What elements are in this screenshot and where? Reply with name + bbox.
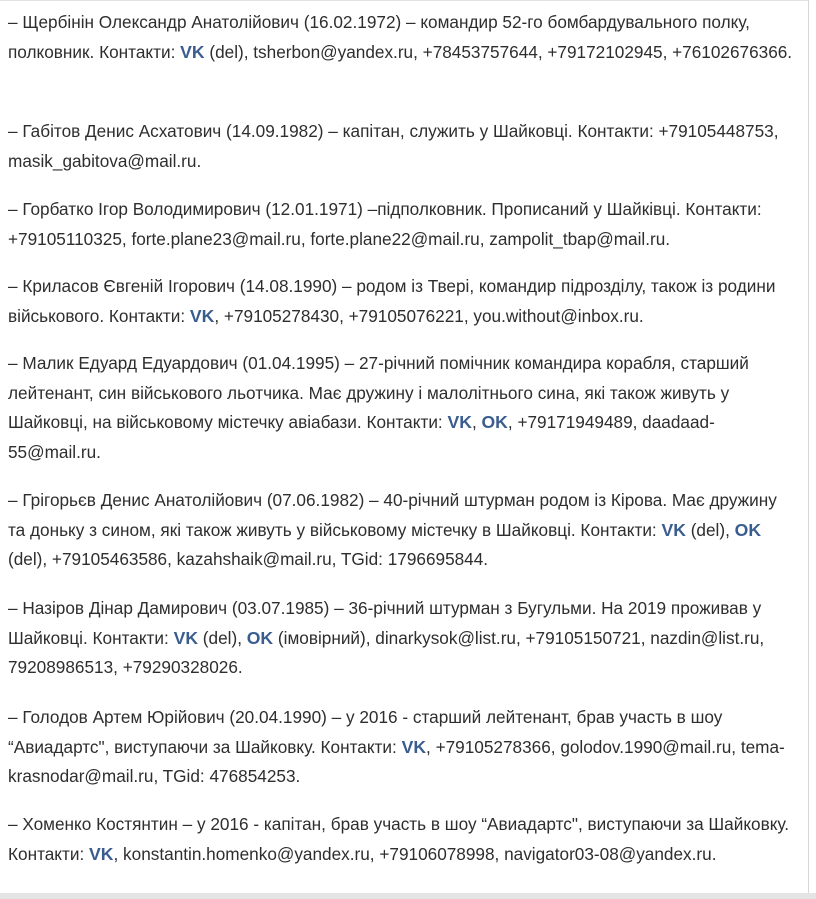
contact-entry [8,594,798,683]
contact-entry [8,117,798,176]
entry-text: – Криласов Євгеній Ігорович (14.08.1990) – родом із Твері, командир підрозділу, також із родини військового. Контакти: [8,276,776,326]
entry-text: – Малик Едуард Едуардович (01.04.1995) – 27-річний помічник командира корабля, старший лейтенант, син військового льотчика. Має дружину і малолітнього сина, які також живуть у Шайковці, на військовому містечку авіабази. Контакти: [8,353,749,432]
entry-text: , +79105278366, golodov.1990@mail.ru, tema-krasnodar@mail.ru, TGid: 476854253. [8,736,785,786]
contact-entry [8,349,798,467]
entry-text: – Щербінін Олександр Анатолійович (16.02.1972) – командир 52-го бомбардувального полку, полковник. Контакти: [8,12,750,62]
horizontal-scrollbar[interactable] [0,893,816,899]
ok-profile-link[interactable]: OK [481,412,508,432]
vk-profile-link[interactable]: VK [447,412,472,432]
vk-profile-link[interactable]: VK [401,736,427,757]
entry-text: (del), +79105463586, kazahshaik@mail.ru, TGid: 1796695844. [8,549,489,569]
entry-text: – Горбатко Ігор Володимирович (12.01.1971) –підполковник. Прописаний у Шайківці. Контакти: +79105110325, forte.plane23@mail.ru, forte.plane22@mail.ru, zampolit_tbap@mail.ru. [8,199,762,249]
ok-profile-link[interactable]: OK [246,627,274,648]
entry-text: , [471,412,482,432]
entry-text: – Хоменко Костянтин – у 2016 - капітан, брав участь в шоу “Авиадартс", виступаючи за Шайковку. Контакти: [8,814,790,864]
entry-text: – Габітов Денис Асхатович (14.09.1982) – капітан, служить у Шайковці. Контакти: +79105448753, masik_gabitova@mail.ru. [8,121,779,171]
entry-text: (del), [198,627,247,648]
vk-profile-link[interactable]: VK [173,627,199,648]
entry-text: , +79171949489, daadaad-55@mail.ru. [8,412,715,462]
entry-text: (імовірний), dinarkysok@list.ru, +79105150721, nazdin@list.ru, 79208986513, +79290328026. [8,627,765,677]
contact-entry [8,195,798,254]
contact-entry [8,486,798,575]
entry-text: – Голодов Артем Юрійович (20.04.1990) – у 2016 - старший лейтенант, брав участь в шоу “Авиадартс", виступаючи за Шайковку. Контакти: [8,707,723,757]
vk-profile-link[interactable]: VK [189,305,215,326]
entry-text: (del), [685,519,735,540]
contact-entry [8,272,798,331]
vk-profile-link[interactable]: VK [661,519,686,540]
contact-entry [8,810,798,869]
entry-text: – Грігорьєв Денис Анатолійович (07.06.1982) – 40-річний штурман родом із Кірова. Має дружину та доньку з сином, які також живуть у військовому містечку в Шайковці. Контакти: [8,490,777,540]
entry-text: , konstantin.homenko@yandex.ru, +79106078998, navigator03-08@yandex.ru. [113,843,717,864]
vk-profile-link[interactable]: VK [89,843,114,864]
entry-text: (del), tsherbon@yandex.ru, +78453757644, +79172102945, +76102676366. [204,41,793,62]
contact-entry [8,703,798,792]
contact-entry [8,8,798,67]
ok-profile-link[interactable]: OK [734,519,762,540]
vk-profile-link[interactable]: VK [180,41,205,62]
entry-text: – Назіров Дінар Дамирович (03.07.1985) – 36-річний штурман з Бугульми. На 2019 проживав у Шайковці. Контакти: [8,598,762,648]
entry-text: , +79105278430, +79105076221, you.without@inbox.ru. [214,305,644,326]
page-edge [809,0,816,893]
